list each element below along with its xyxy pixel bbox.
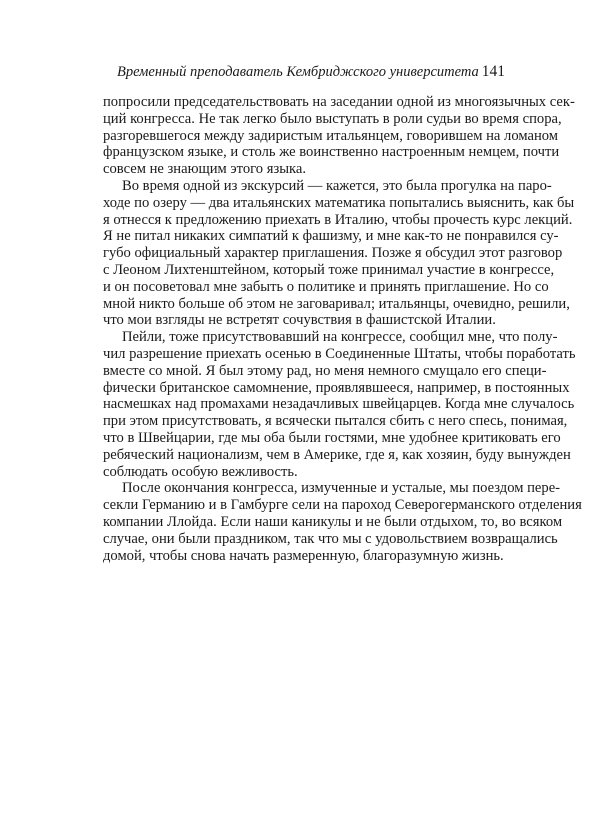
text-line: при этом присутствовать, я всячески пытался сбить с него спесь, понимая, [103, 413, 568, 430]
running-title: Временный преподаватель Кембриджского университета [117, 64, 479, 80]
text-line: что мои взгляды не встретят сочувствия в фашистской Италии. [103, 312, 496, 329]
text-line: насмешках над промахами незадачливых швейцарцев. Когда мне случалось [103, 396, 575, 413]
text-line: губо официальный характер приглашения. Позже я обсудил этот разговор [103, 245, 563, 262]
text-line: с Леоном Лихтенштейном, который тоже принимал участие в конгрессе, [103, 261, 555, 278]
paragraph [103, 329, 576, 480]
text-line: Во время одной из экскурсий — кажется, это была прогулка на паро- [122, 177, 552, 194]
text-line: фически британское самомнение, проявлявшееся, например, в постоянных [103, 379, 570, 396]
text-line: секли Германию и в Гамбурге сели на пароход Северогерманского отделения [103, 497, 582, 514]
text-line: ходе по озеру — два итальянских математика попытались выяснить, как бы [103, 194, 575, 211]
text-line: домой, чтобы снова начать размеренную, благоразумную жизнь. [103, 547, 504, 564]
paragraph [103, 480, 582, 564]
text-line: После окончания конгресса, измученные и усталые, мы поездом пере- [122, 480, 561, 497]
running-header [103, 64, 505, 82]
text-line: вместе со мной. Я был этому рад, но меня немного смущало его специ- [103, 362, 547, 379]
text-line: попросили председательствовать на заседании одной из многоязычных сек- [103, 94, 575, 110]
text-line: Пейли, тоже присутствовавший на конгрессе, сообщил мне, что полу- [122, 329, 558, 346]
text-line: и он посоветовал мне забыть о политике и принять приглашение. Но со [103, 278, 549, 295]
paragraph [103, 94, 575, 178]
text-line: я отнесся к предложению приехать в Италию, чтобы прочесть курс лекций. [103, 211, 573, 228]
body-text [103, 94, 582, 564]
text-line: что в Швейцарии, где мы оба были гостями, мне удобнее критиковать его [103, 429, 561, 446]
text-line: компании Ллойда. Если наши каникулы и не были отдыхом, то, во всяком [103, 513, 563, 530]
text-line: ций конгресса. Не так легко было выступать в роли судьи во время спора, [103, 110, 562, 127]
page-number: 141 [481, 63, 505, 80]
text-line: случае, они были праздником, так что мы с удовольствием возвращались [103, 530, 558, 547]
text-line: разгоревшегося между задиристым итальянцем, говорившем на ломаном [103, 127, 559, 144]
text-line: соблюдать особую вежливость. [103, 463, 298, 480]
text-line: французском языке, и столь же воинственно настроенным немцем, почти [103, 144, 560, 161]
text-line: мной никто больше об этом не заговаривал; итальянцы, очевидно, решили, [103, 295, 570, 312]
text-line: совсем не знающим этого языка. [103, 161, 307, 178]
text-line: Я не питал никаких симпатий к фашизму, и мне как-то не понравился су- [103, 228, 559, 245]
paragraph [103, 177, 575, 329]
text-line: ребяческий национализм, чем в Америке, где я, как хозяин, буду вынужден [103, 446, 571, 463]
text-line: чил разрешение приехать осенью в Соединенные Штаты, чтобы поработать [103, 345, 576, 362]
